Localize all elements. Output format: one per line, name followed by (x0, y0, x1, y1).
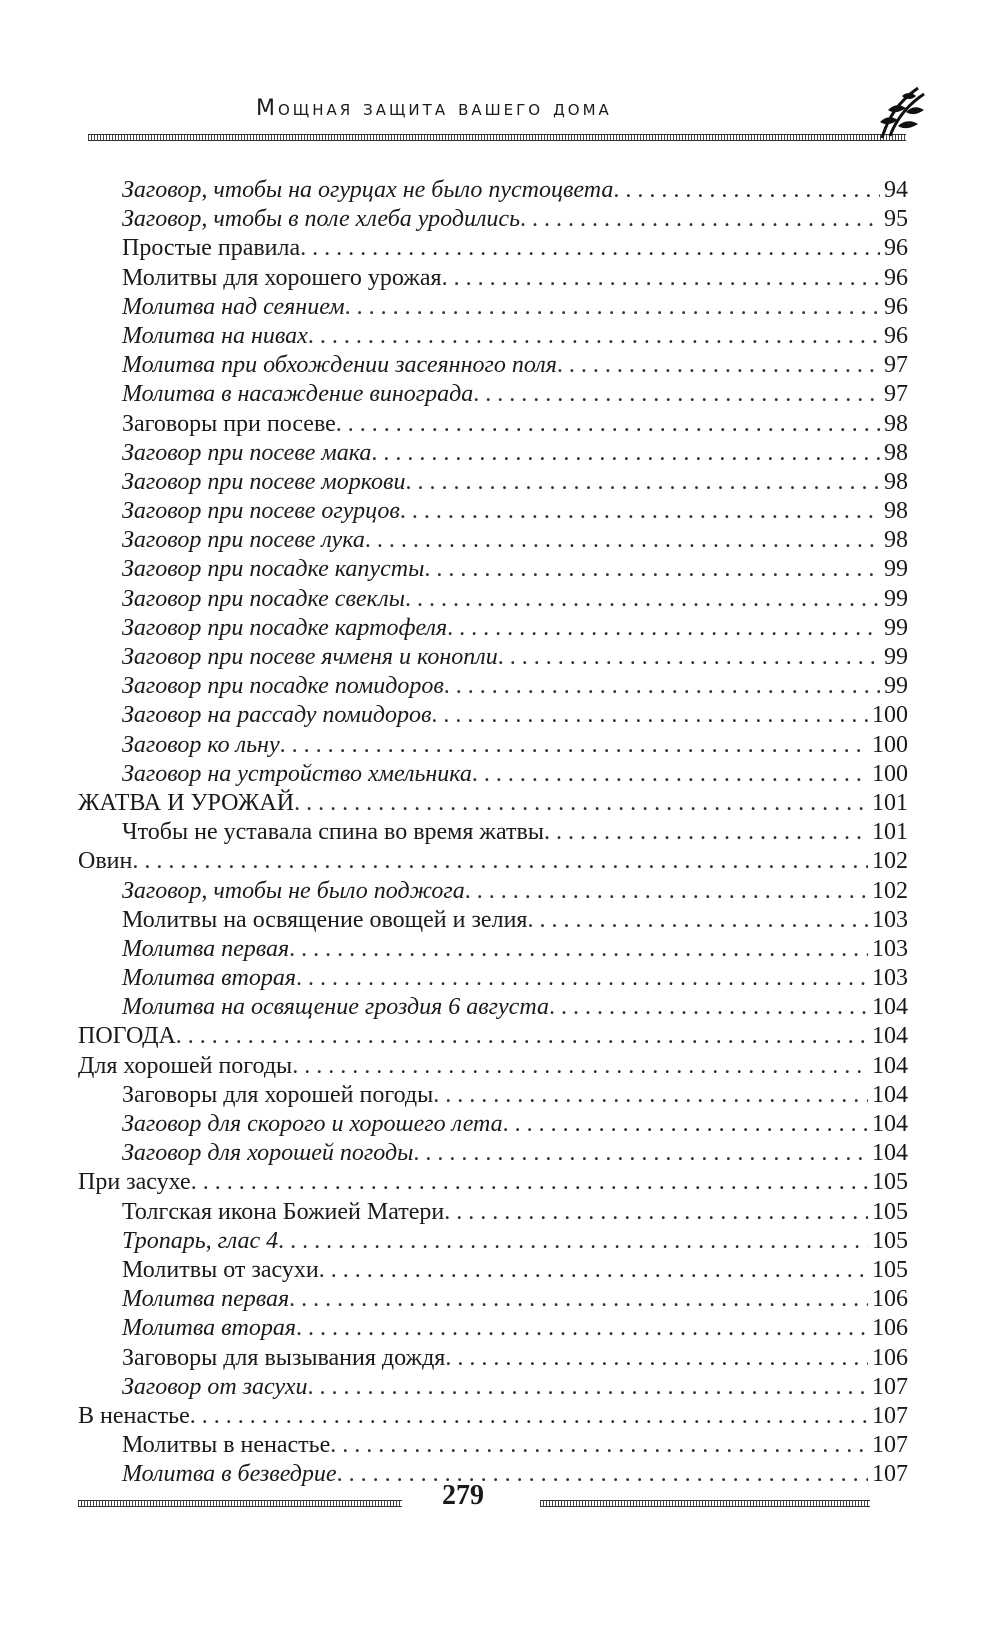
toc-dot-leader (473, 380, 880, 409)
toc-entry-page: 94 (884, 177, 908, 203)
toc-entry (78, 818, 908, 847)
toc-entry-page: 105 (872, 1256, 908, 1283)
toc-entry (78, 1344, 908, 1373)
toc-dot-leader (472, 760, 868, 789)
toc-dot-leader (365, 526, 880, 555)
toc-entry-page: 96 (884, 264, 908, 291)
toc-entry-page: 103 (872, 965, 908, 992)
toc-dot-leader (444, 672, 880, 701)
toc-entry-title: В ненастье (78, 1402, 190, 1429)
toc-dot-leader (300, 234, 880, 263)
toc-entry-page: 107 (872, 1373, 908, 1400)
toc-entry-page: 99 (884, 556, 908, 583)
toc-dot-leader (520, 205, 880, 234)
page-number: 279 (442, 1480, 484, 1511)
toc-entry-title: Заговор при посадке картофеля (122, 614, 448, 641)
toc-entry-page: 105 (872, 1227, 908, 1254)
toc-entry-title: Молитва на нивах (122, 322, 308, 349)
toc-dot-leader (319, 1256, 868, 1285)
toc-entry (78, 234, 908, 263)
toc-dot-leader (527, 906, 868, 935)
toc-entry-title: Заговор на рассаду помидоров (122, 702, 432, 729)
toc-entry (78, 1431, 908, 1460)
toc-entry-title: Молитва при обхождении засеянного поля (122, 352, 557, 379)
toc-entry (78, 964, 908, 993)
toc-dot-leader (190, 1402, 868, 1431)
toc-entry-page: 98 (884, 498, 908, 525)
toc-entry (78, 877, 908, 906)
toc-entry-page: 101 (872, 789, 908, 816)
toc-dot-leader (549, 993, 868, 1022)
toc-dot-leader (289, 1285, 868, 1314)
toc-dot-leader (191, 1168, 868, 1197)
toc-dot-leader (308, 1373, 868, 1402)
toc-entry-title: Заговор, чтобы на огурцах не было пустоцвета (122, 177, 614, 203)
toc-entry-title: Заговор при посеве мака (122, 439, 372, 466)
toc-entry (78, 760, 908, 789)
toc-entry (78, 293, 908, 322)
toc-dot-leader (296, 1314, 868, 1343)
toc-entry-page: 106 (872, 1286, 908, 1313)
toc-entry-page: 103 (872, 906, 908, 933)
toc-dot-leader (132, 847, 868, 876)
toc-entry-page: 107 (872, 1402, 908, 1429)
toc-entry-title: Молитвы от засухи (122, 1256, 319, 1283)
toc-entry-page: 101 (872, 819, 908, 846)
toc-entry-page: 95 (884, 206, 908, 233)
toc-entry-title: Молитва вторая (122, 1315, 297, 1342)
toc-entry-title: Овин (78, 848, 133, 875)
toc-entry-title: Простые правила (122, 235, 301, 262)
toc-dot-leader (405, 585, 880, 614)
toc-entry-page: 107 (872, 1461, 908, 1488)
toc-entry-title: Заговор для скорого и хорошего лета (122, 1111, 503, 1137)
toc-entry-title: Молитва вторая (122, 965, 297, 992)
toc-entry-page: 96 (884, 322, 908, 349)
toc-entry-page: 100 (872, 731, 908, 758)
toc-entry (78, 701, 908, 730)
toc-entry-page: 104 (872, 1140, 908, 1167)
toc-entry (78, 585, 908, 614)
toc-entry-page: 103 (872, 935, 908, 962)
toc-entry-title: Для хорошей погоды (78, 1052, 293, 1079)
toc-entry-title: Заговор при посадке свеклы (122, 585, 405, 612)
toc-entry-title: Молитвы на освящение овощей и зелия (122, 906, 528, 933)
toc-dot-leader (405, 468, 880, 497)
toc-entry-title: Заговор при посадке капусты (122, 556, 425, 583)
toc-entry-title: ЖАТВА И УРОЖАЙ (78, 789, 295, 816)
toc-entry-page: 104 (872, 1081, 908, 1108)
toc-dot-leader (345, 293, 880, 322)
toc-dot-leader (445, 1344, 868, 1373)
toc-entry-page: 104 (872, 1052, 908, 1079)
toc-entry (78, 322, 908, 351)
toc-entry (78, 264, 908, 293)
toc-entry-title: Молитва в безведрие (122, 1461, 337, 1488)
toc-entry-page: 98 (884, 468, 908, 495)
toc-dot-leader (544, 818, 868, 847)
toc-dot-leader (289, 935, 868, 964)
toc-entry-page: 99 (884, 614, 908, 641)
toc-entry (78, 1139, 908, 1168)
toc-entry-title: Заговор при посадке помидоров (122, 673, 444, 700)
page-footer (78, 1480, 908, 1520)
toc-entry (78, 1022, 908, 1051)
toc-entry-title: Заговор ко льну (122, 731, 280, 758)
toc-entry-title: Заговоры для хорошей погоды (122, 1081, 434, 1108)
toc-dot-leader (557, 351, 880, 380)
toc-dot-leader (176, 1022, 868, 1051)
running-header (88, 96, 908, 146)
toc-entry-title: ПОГОДА (78, 1023, 176, 1050)
toc-dot-leader (442, 264, 880, 293)
toc-entry (78, 906, 908, 935)
toc-entry-title: Заговор при посеве огурцов (122, 498, 400, 525)
toc-entry-title: Заговор, чтобы в поле хлеба уродились (122, 206, 520, 233)
toc-entry-page: 100 (872, 702, 908, 729)
toc-entry-title: Заговор для хорошей погоды (122, 1140, 414, 1167)
toc-dot-leader (424, 555, 880, 584)
table-of-contents (78, 176, 908, 1489)
toc-entry (78, 1256, 908, 1285)
toc-entry-page: 98 (884, 527, 908, 554)
toc-dot-leader (465, 877, 868, 906)
toc-entry-title: Толгская икона Божией Матери (122, 1198, 445, 1225)
toc-entry-page: 105 (872, 1169, 908, 1196)
toc-entry-page: 104 (872, 1111, 908, 1137)
toc-entry-page: 106 (872, 1315, 908, 1342)
toc-dot-leader (330, 1431, 868, 1460)
running-header-title (256, 96, 612, 121)
toc-entry-title: Заговор при посеве моркови (122, 468, 406, 495)
toc-entry (78, 205, 908, 234)
toc-dot-leader (431, 701, 868, 730)
toc-dot-leader (613, 176, 880, 205)
toc-entry (78, 1110, 908, 1139)
toc-entry-title: Чтобы не уставала спина во время жатвы (122, 819, 544, 846)
toc-dot-leader (444, 1198, 868, 1227)
toc-entry (78, 847, 908, 876)
toc-entry-title: Заговоры для вызывания дождя (122, 1344, 446, 1371)
toc-entry-title: Заговор от засухи (122, 1373, 308, 1400)
toc-entry (78, 643, 908, 672)
toc-entry-title: Молитва первая (122, 935, 290, 962)
toc-entry (78, 1168, 908, 1197)
toc-entry (78, 1198, 908, 1227)
toc-dot-leader (280, 731, 868, 760)
toc-entry (78, 526, 908, 555)
toc-entry-page: 106 (872, 1344, 908, 1371)
toc-entry (78, 614, 908, 643)
toc-dot-leader (294, 789, 868, 818)
toc-entry (78, 380, 908, 409)
toc-entry-page: 99 (884, 644, 908, 670)
toc-entry (78, 789, 908, 818)
toc-entry (78, 410, 908, 439)
toc-dot-leader (336, 410, 880, 439)
toc-entry-page: 107 (872, 1432, 908, 1459)
header-rule (88, 134, 906, 141)
footer-rule-left (78, 1500, 402, 1507)
toc-dot-leader (447, 614, 880, 643)
toc-entry (78, 1373, 908, 1402)
toc-entry-page: 98 (884, 410, 908, 437)
toc-entry-page: 97 (884, 352, 908, 379)
toc-entry-page: 96 (884, 293, 908, 320)
toc-entry (78, 468, 908, 497)
toc-dot-leader (308, 322, 880, 351)
toc-entry-title: Молитвы для хорошего урожая (122, 264, 442, 291)
toc-dot-leader (400, 497, 880, 526)
toc-entry-page: 104 (872, 1023, 908, 1050)
toc-entry-page: 100 (872, 760, 908, 787)
toc-entry (78, 497, 908, 526)
toc-dot-leader (413, 1139, 868, 1168)
toc-dot-leader (498, 643, 880, 672)
toc-entry-title: Заговоры при посеве (122, 410, 336, 437)
toc-entry-page: 104 (872, 994, 908, 1021)
leaf-ornament-icon (868, 82, 930, 144)
toc-entry-page: 96 (884, 235, 908, 262)
running-header-title-text: Мощная защита вашего дома (256, 96, 612, 121)
toc-entry (78, 1314, 908, 1343)
toc-entry (78, 439, 908, 468)
toc-entry-title: Тропарь, глас 4 (122, 1227, 279, 1254)
toc-entry (78, 555, 908, 584)
toc-entry (78, 1081, 908, 1110)
toc-entry-page: 102 (872, 877, 908, 904)
toc-entry (78, 1052, 908, 1081)
toc-entry (78, 993, 908, 1022)
toc-entry-page: 105 (872, 1198, 908, 1225)
toc-entry (78, 672, 908, 701)
toc-entry-title: Заговор при посеве лука (122, 527, 365, 554)
toc-dot-leader (433, 1081, 868, 1110)
toc-entry-title: Молитва в насаждение винограда (122, 381, 474, 408)
toc-entry (78, 351, 908, 380)
toc-entry (78, 1227, 908, 1256)
toc-dot-leader (278, 1227, 868, 1256)
toc-dot-leader (371, 439, 880, 468)
toc-entry-page: 97 (884, 381, 908, 408)
toc-dot-leader (296, 964, 868, 993)
toc-entry-title: Молитвы в ненастье (122, 1432, 331, 1459)
toc-entry-title: Молитва первая (122, 1286, 290, 1313)
toc-entry (78, 1402, 908, 1431)
toc-entry-page: 98 (884, 439, 908, 466)
toc-entry-title: При засухе (78, 1169, 191, 1196)
toc-entry-title: Заговор на устройство хмельника (122, 760, 472, 787)
toc-entry-page: 99 (884, 585, 908, 612)
toc-entry-title: Заговор при посеве ячменя и конопли (122, 644, 498, 670)
toc-entry-title: Молитва на освящение гроздия 6 августа (122, 994, 549, 1021)
toc-entry-title: Молитва над сеянием (122, 293, 345, 320)
toc-dot-leader (503, 1110, 868, 1139)
toc-dot-leader (292, 1052, 868, 1081)
toc-entry-page: 99 (884, 673, 908, 700)
toc-entry (78, 176, 908, 205)
toc-entry-title: Заговор, чтобы не было поджога (122, 877, 465, 904)
toc-entry (78, 935, 908, 964)
footer-rule-right (540, 1500, 870, 1507)
toc-entry (78, 731, 908, 760)
toc-entry (78, 1285, 908, 1314)
toc-entry-page: 102 (872, 848, 908, 875)
